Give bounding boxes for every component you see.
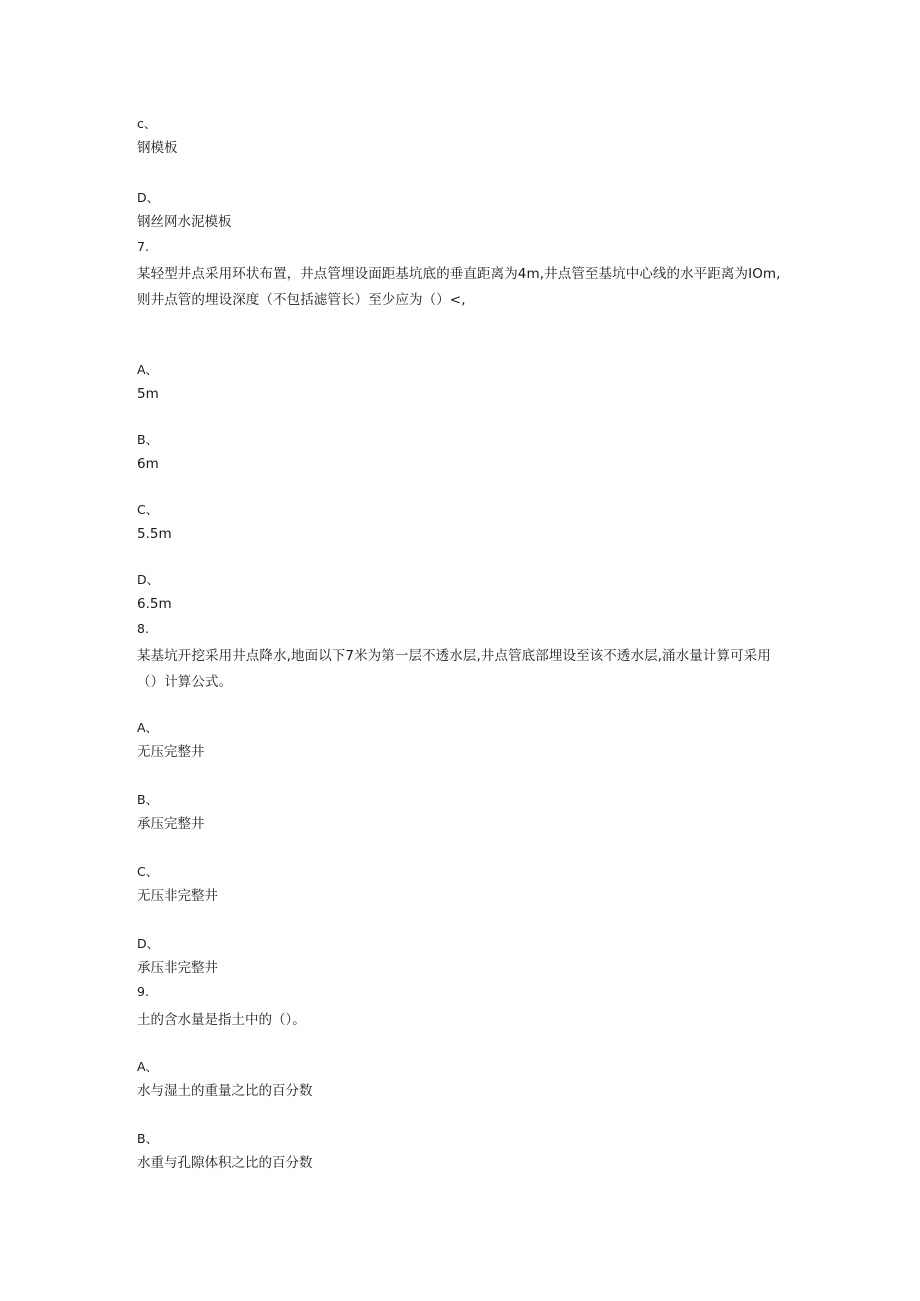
q8-option-a-text: 无压完整井 [137, 744, 205, 760]
q7-option-c-text: 5.5m [137, 526, 172, 542]
q8-option-c-label: C、 [137, 864, 159, 879]
question-9-stem: 土的含水量是指土中的（）。 [137, 1012, 306, 1028]
q7-option-b-text: 6m [137, 456, 159, 472]
q9-option-a-text: 水与湿土的重量之比的百分数 [137, 1083, 313, 1099]
q8-option-a-label: A、 [137, 720, 159, 735]
question-7-stem: 某轻型井点采用环状布置，井点管埋设面距基坑底的垂直距离为4m,井点管至基坑中心线的水平距离为IOm,则井点管的埋设深度（不包括滤管长）至少应为（）<, [137, 266, 781, 308]
q7-option-d-label: D、 [137, 572, 160, 587]
q8-option-d-text: 承压非完整井 [137, 960, 218, 976]
q8-option-b-text: 承压完整井 [137, 816, 205, 832]
q9-option-b-text: 水重与孔隙体积之比的百分数 [137, 1155, 313, 1171]
q7-option-a-label: A、 [137, 362, 159, 377]
q8-option-c-text: 无压非完整井 [137, 888, 218, 904]
q7-option-b-label: B、 [137, 432, 159, 447]
question-8-number: 8. [137, 621, 149, 636]
question-8-stem: 某基坑开挖采用井点降水,地面以下7米为第一层不透水层,井点管底部埋设至该不透水层,涌水量计算可采用（）计算公式。 [137, 648, 771, 690]
option-d-label: D、 [137, 190, 160, 205]
q7-option-d-text: 6.5m [137, 596, 172, 612]
q9-option-b-label: B、 [137, 1131, 159, 1146]
q7-option-c-label: C、 [137, 502, 159, 517]
q8-option-d-label: D、 [137, 936, 160, 951]
option-d-text: 钢丝网水泥模板 [137, 214, 232, 230]
q8-option-b-label: B、 [137, 792, 159, 807]
option-c-label: c、 [137, 116, 157, 131]
q9-option-a-label: A、 [137, 1059, 159, 1074]
q7-option-a-text: 5m [137, 386, 159, 402]
question-7-number: 7. [137, 239, 149, 254]
option-c-text: 钢模板 [137, 140, 178, 156]
question-9-number: 9. [137, 984, 149, 999]
